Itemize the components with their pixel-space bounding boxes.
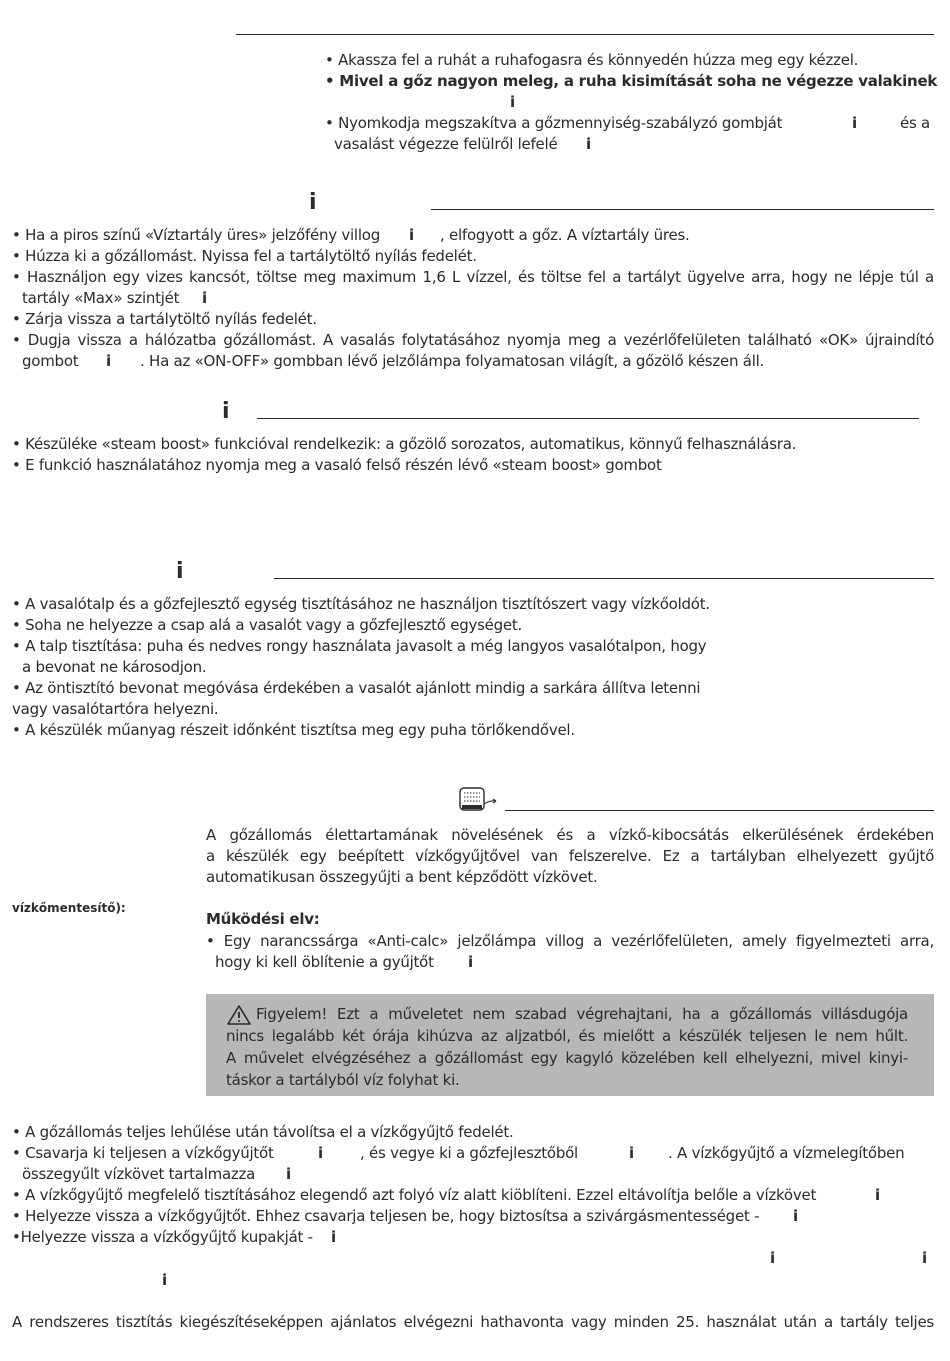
refill-line-5: • Dugja vissza a hálózatba gőzállomást. A vasalás folytatásához nyomja meg a vezérlőfelületen található «OK» újraindító (12, 331, 934, 349)
refill-line-3b: tartály «Max» szintjét (22, 289, 180, 307)
cleaning-line-4: • Az öntisztító bevonat megóvása érdekében a vasalót ajánlott mindig a sarkára állítva letenni (12, 679, 701, 697)
figure-ref-i: i (286, 1165, 292, 1183)
anticalc-intro-2: a készülék egy beépített vízkőgyűjtővel van felszerelve. Ez a tartályban elhelyezett gyűjtő (206, 847, 934, 865)
section-boost-icon: i (222, 399, 230, 424)
final-paragraph: A rendszeres tisztítás kiegészítéseképpen ajánlatos elvégezni hathavonta vagy minden 25. használat után a tartály teljes (12, 1313, 934, 1331)
top-rule (236, 34, 934, 35)
step-3: • A vízkőgyűjtő megfelelő tisztításához elegendő azt folyó víz alatt kiöblíteni. Ezzel eltávolítja belőle a vízkövet (12, 1186, 817, 1204)
principle-line-2: hogy ki kell öblítenie a gyűjtőt (215, 953, 434, 971)
section-refill-icon: i (309, 190, 317, 215)
bullet-hot-steam: • Mivel a gőz nagyon meleg, a ruha kisimítását soha ne végezze valakinek (325, 72, 938, 90)
text-and-a: és a (900, 114, 931, 132)
refill-line-1b: , elfogyott a gőz. A víztartály üres. (440, 226, 690, 244)
cleaning-line-3b: a bevonat ne károsodjon. (22, 658, 207, 676)
warning-line-2: nincs legalább két órája kihúzva az aljzatból, és mielőtt a készülék teljesen le nem hűlt. (226, 1027, 908, 1045)
section-refill-rule (431, 209, 934, 210)
principle-title: Működési elv: (206, 910, 320, 928)
step-1: • A gőzállomás teljes lehűlése után távolítsa el a vízkőgyűjtő fedelét. (12, 1123, 514, 1141)
cleaning-line-3: • A talp tisztítása: puha és nedves rongy használata javasolt a még langyos vasalótalpon, hogy (12, 637, 707, 655)
figure-ref-i: i (586, 135, 592, 153)
refill-line-2: • Húzza ki a gőzállomást. Nyissa fel a tartálytöltő nyílás fedelét. (12, 247, 477, 265)
refill-line-5b: gombot (22, 352, 79, 370)
section-boost-rule (257, 418, 919, 419)
figure-ref-i: i (875, 1186, 881, 1204)
cleaning-line-4b: vagy vasalótartóra helyezni. (12, 700, 219, 718)
figure-ref-i: i (793, 1207, 799, 1225)
step-5: •Helyezze vissza a vízkőgyűjtő kupakját - (12, 1228, 313, 1246)
warning-box (206, 994, 934, 1096)
anti-calc-collector-icon (458, 787, 502, 813)
anticalc-intro-1: A gőzállomás élettartamának növelésének és a vízkő-kibocsátás elkerülésének érdekében (206, 826, 934, 844)
cleaning-line-2: • Soha ne helyezze a csap alá a vasalót vagy a gőzfejlesztő egységet. (12, 616, 523, 634)
bullet-press-cont: vasalást végezze felülről lefelé (334, 135, 558, 153)
figure-ref-i: i (162, 1271, 168, 1289)
figure-ref-i: i (510, 93, 516, 111)
refill-line-3: • Használjon egy vizes kancsót, töltse meg maximum 1,6 L vízzel, és töltse fel a tartályt ügyelve arra, hogy ne lépje túl a (12, 268, 934, 286)
side-label-descaler: vízkőmentesítő): (12, 901, 126, 915)
step-2a: • Csavarja ki teljesen a vízkőgyűjtőt (12, 1144, 274, 1162)
step-2c: . A vízkőgyűjtő a vízmelegítőben (668, 1144, 905, 1162)
figure-ref-i: i (331, 1228, 337, 1246)
cleaning-line-1: • A vasalótalp és a gőzfejlesztő egység tisztításához ne használjon tisztítószert vagy vízkőoldót. (12, 595, 710, 613)
cleaning-line-5: • A készülék műanyag részeit időnként tisztítsa meg egy puha törlőkendővel. (12, 721, 575, 739)
figure-ref-i: i (922, 1249, 928, 1267)
figure-ref-i: i (629, 1144, 635, 1162)
figure-ref-i: i (852, 114, 858, 132)
figure-ref-i: i (318, 1144, 324, 1162)
principle-line-1: • Egy narancssárga «Anti-calc» jelzőlámpa villog a vezérlőfelületen, amely figyelmezteti arra, (206, 932, 934, 950)
figure-ref-i: i (106, 352, 112, 370)
boost-line-1: • Készüléke «steam boost» funkcióval rendelkezik: a gőzölő sorozatos, automatikus, könnyű felhasználásra. (12, 435, 797, 453)
bullet-hang: • Akassza fel a ruhát a ruhafogasra és könnyedén húzza meg egy kézzel. (325, 51, 859, 69)
refill-line-1: • Ha a piros színű «Víztartály üres» jelzőfény villog (12, 226, 380, 244)
warning-triangle-icon (226, 1004, 252, 1026)
figure-ref-i: i (409, 226, 415, 244)
bullet-press-intermittent: • Nyomkodja megszakítva a gőzmennyiség-szabályzó gombját (325, 114, 783, 132)
warning-line-3: A művelet elvégzéséhez a gőzállomást egy kagyló közelében kell elhelyezni, mivel kinyi- (226, 1049, 908, 1067)
anticalc-intro-3: automatikusan összegyűjti a bent képződött vízkövet. (206, 868, 598, 886)
figure-ref-i: i (468, 953, 474, 971)
step-2d: összegyűlt vízkövet tartalmazza (22, 1165, 256, 1183)
boost-line-2: • E funkció használatához nyomja meg a vasaló felső részén lévő «steam boost» gombot (12, 456, 662, 474)
figure-ref-i: i (202, 289, 208, 307)
step-4: • Helyezze vissza a vízkőgyűjtőt. Ehhez csavarja teljesen be, hogy biztosítsa a szivárgásmentességet - (12, 1207, 760, 1225)
section-cleaning-rule (274, 578, 934, 579)
section-anticalc-rule (505, 810, 934, 811)
refill-line-5c: . Ha az «ON-OFF» gombban lévő jelzőlámpa folyamatosan világít, a gőzölő készen áll. (140, 352, 765, 370)
warning-line-4: táskor a tartályból víz folyhat ki. (226, 1071, 460, 1089)
refill-line-4: • Zárja vissza a tartálytöltő nyílás fedelét. (12, 310, 317, 328)
figure-ref-i: i (770, 1249, 776, 1267)
step-2b: , és vegye ki a gőzfejlesztőből (360, 1144, 578, 1162)
section-cleaning-icon: i (176, 559, 184, 584)
warning-line-1: Figyelem! Ezt a műveletet nem szabad végrehajtani, ha a gőzállomás villásdugója (256, 1005, 908, 1023)
